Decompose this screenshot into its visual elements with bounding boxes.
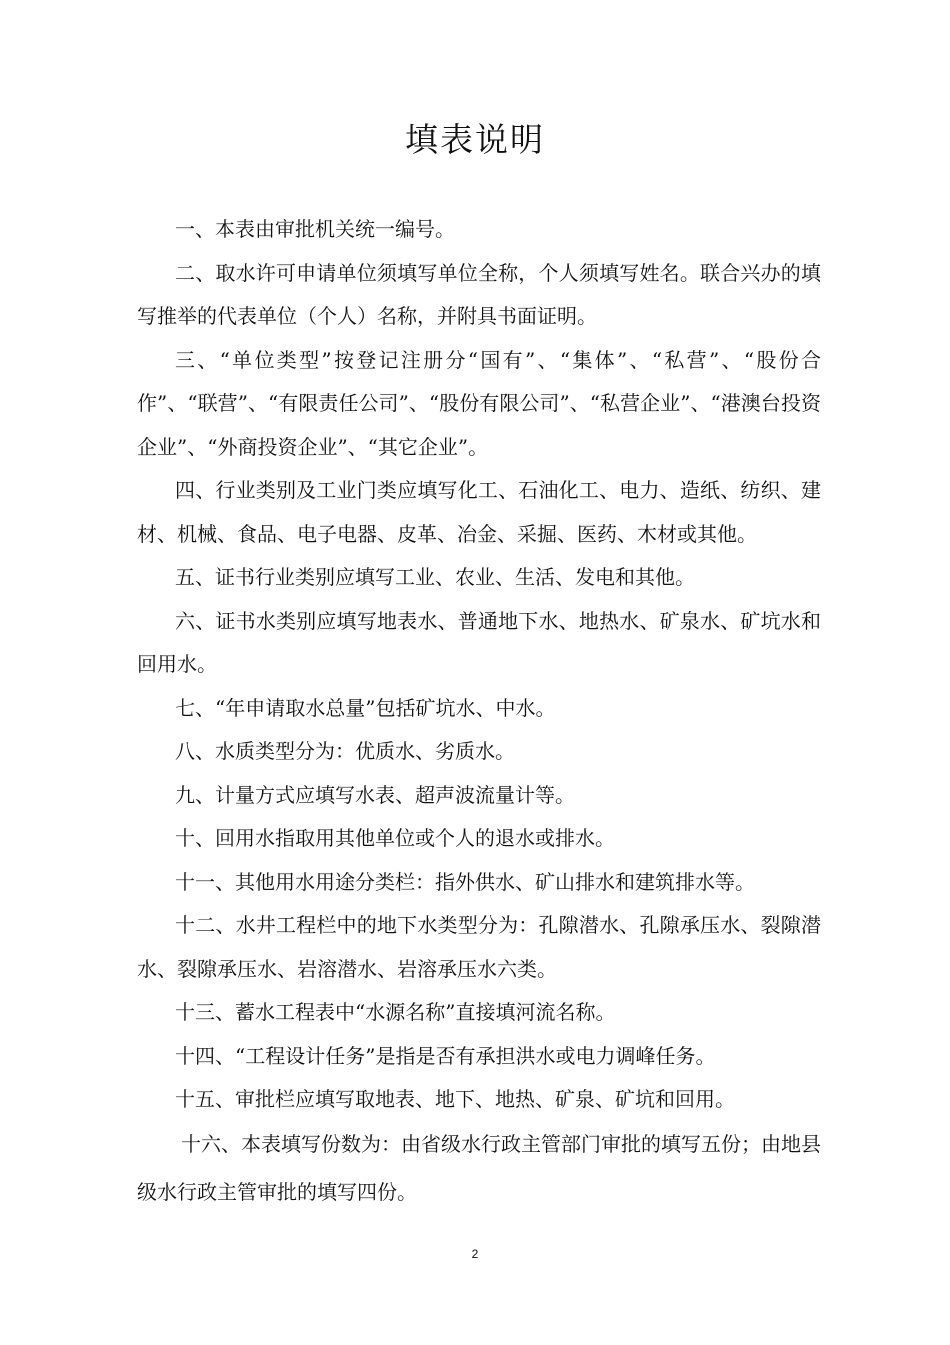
instruction-item-9: 九、计量方式应填写水表、超声波流量计等。 <box>175 782 575 807</box>
instruction-item-5: 五、证书行业类别应填写工业、农业、生活、发电和其他。 <box>175 565 695 589</box>
instructions-list <box>137 208 821 1216</box>
instruction-item-15: 十五、审批栏应填写取地表、地下、地热、矿泉、矿坑和回用。 <box>175 1087 735 1111</box>
instruction-item-6: 六、证书水类别应填写地表水、普通地下水、地热水、矿泉水、矿坑水和回用水。 <box>137 608 821 676</box>
instruction-item-10: 十、回用水指取用其他单位或个人的退水或排水。 <box>175 826 615 850</box>
instruction-item-11: 十一、其他用水用途分类栏：指外供水、矿山排水和建筑排水等。 <box>175 869 755 894</box>
instruction-item-13: 十三、蓄水工程表中“水源名称”直接填河流名称。 <box>175 1000 616 1024</box>
instruction-item-16: 十六、本表填写份数为：由省级水行政主管部门审批的填写五份；由地县级水行政主管审批的填写四份。 <box>137 1131 821 1204</box>
page-number: 2 <box>471 1247 479 1261</box>
instruction-item-2: 二、取水许可申请单位须填写单位全称，个人须填写姓名。联合兴办的填写推举的代表单位（个人）名称，并附具书面证明。 <box>137 260 821 328</box>
instruction-item-12: 十二、水井工程栏中的地下水类型分为：孔隙潜水、孔隙承压水、裂隙潜水、裂隙承压水、岩溶潜水、岩溶承压水六类。 <box>137 913 821 981</box>
instruction-item-3: 三、“单位类型”按登记注册分“国有”、“集体”、“私营”、“股份合作”、“联营”、“有限责任公司”、“股份有限公司”、“私营企业”、“港澳台投资企业”、“外商投资企业”、“其它企业”。 <box>137 347 821 459</box>
instruction-item-8: 八、水质类型分为：优质水、劣质水。 <box>175 739 515 763</box>
instruction-item-7: 七、“年申请取水总量”包括矿坑水、中水。 <box>175 695 556 720</box>
instruction-item-4: 四、行业类别及工业门类应填写化工、石油化工、电力、造纸、纺织、建材、机械、食品、电子电器、皮革、冶金、采掘、医药、木材或其他。 <box>137 478 821 546</box>
instruction-item-1: 一、本表由审批机关统一编号。 <box>175 217 455 241</box>
page-title: 填表说明 <box>405 120 545 159</box>
instruction-item-14: 十四、“工程设计任务”是指是否有承担洪水或电力调峰任务。 <box>175 1043 716 1068</box>
